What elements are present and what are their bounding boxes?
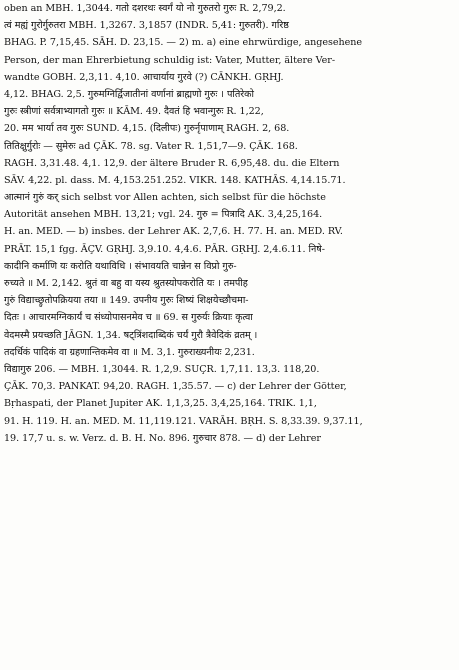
text-line: तदर्धिकं पादिकं वा ग्रहणान्तिकमेव वा ॥ M. 3,1. गुरुराख्यनीयः 2,231. (4, 346, 255, 358)
text-line: आत्मानं गुरुं कर् sich selbst vor Allen achten, sich selbst für die höchste (4, 192, 326, 204)
text-line: त्वं मह्यं गुरोर्गुरुतरा MBH. 1,3267. 3,1857 (INDR. 5,41: गुरुतरी). गरिष्ठ (4, 20, 289, 32)
text-line: oben an MBH. 1,3044. गतो दशरथः स्वर्गं यो नो गुरुतरो गुरुः R. 2,79,2. (4, 3, 286, 14)
text-line: Person, der man Ehrerbietung schuldig ist: Vater, Mutter, ältere Ver- (4, 54, 336, 66)
dictionary-entry-text (4, 0, 455, 447)
text-line: RAGH. 3,31.48. 4,1. 12,9. der ältere Bruder R. 6,95,48. du. die Eltern (4, 157, 340, 169)
text-line: रुच्यते ॥ M. 2,142. श्रुतं वा बहु वा यस्य श्रुतस्योपकरोति यः । तमपीह (4, 278, 248, 289)
text-line: कादीनि कर्माणि यः करोति यथाविधि । संभावयति चान्नेन स विप्रो गुरु- (4, 260, 237, 272)
text-line: wandte GOBH. 2,3,11. 4,10. आचार्याय गुरवे (?) CĀNKH. GṚHJ. (4, 71, 284, 83)
text-line: ÇĀK. 70,3. PANKAT. 94,20. RAGH. 1,35.57. — c) der Lehrer der Götter, (4, 381, 347, 393)
text-line: दितः । आचारमग्निकार्यं च संध्योपासनमेव च ॥ 69. स गुरुर्यः क्रियाः कृत्वा (4, 312, 253, 324)
text-line: BHAG. P. 7,15,45. SĀH. D. 23,15. — 2) m. a) eine ehrwürdige, angesehene (4, 37, 362, 49)
text-line: गुरुं विद्याच्छ्रुतोपक्रियया तया ॥ 149. उपनीय गुरुः शिष्यं शिक्षयेच्छौचमा- (4, 295, 249, 307)
text-line: Bṛhaspati, der Planet Jupiter AK. 1,1,3,25. 3,4,25,164. TRIK. 1,1, (4, 398, 317, 410)
text-line: विद्यागुरु 206. — MBH. 1,3044. R. 1,2,9. SUÇR. 1,7,11. 13,3. 118,20. (4, 363, 320, 375)
text-line: PRĀT. 15,1 fgg. ĀÇV. GṚHJ. 3,9.10. 4,4.6. PĀR. GṚHJ. 2,4.6.11. निषे- (4, 243, 325, 255)
text-line: गुरुः स्त्रीणां सर्वत्राभ्यागतो गुरुः ॥ KĀM. 49. दैवतं हि भवान्गुरुः R. 1,22, (4, 106, 264, 118)
text-line: वेदमस्मै प्रयच्छति JĀGN. 1,34. षट्त्रिंशदाब्दिकं चर्यं गुरौ त्रैवेदिकं व्रतम् । (4, 329, 258, 341)
text-line: 4,12. BHAG. 2,5. गुरुमग्निर्द्विजातीनां वर्णानां ब्राह्मणो गुरुः । पतिरेको (4, 88, 254, 100)
text-line: 20. मम भार्या तव गुरुः SUND. 4,15. (दिलीपः) गुरुर्नृपाणाम् RAGH. 2, 68. (4, 123, 290, 135)
text-line: 19. 17,7 u. s. w. Verz. d. B. H. No. 896. गुरुचार 878. — d) der Lehrer (4, 432, 321, 444)
text-line: Autorität ansehen MBH. 13,21; vgl. 24. गुरु = पित्रादि AK. 3,4,25,164. (4, 209, 323, 221)
text-line: H. an. MED. — b) insbes. der Lehrer AK. 2,7,6. H. 77. H. an. MED. RV. (4, 226, 343, 238)
text-line: SĀV. 4,22. pl. dass. M. 4,153.251.252. VIKR. 148. KATHĀS. 4,14.15.71. (4, 174, 346, 186)
text-line: 91. H. 119. H. an. MED. M. 11,119.121. VARĀH. BṚH. S. 8,33.39. 9,37.11, (4, 415, 363, 427)
text-line: तितिक्षुर्गुरोः — सुमेरुः ad ÇĀK. 78. sg. Vater R. 1,51,7—9. ÇĀK. 168. (4, 140, 298, 152)
